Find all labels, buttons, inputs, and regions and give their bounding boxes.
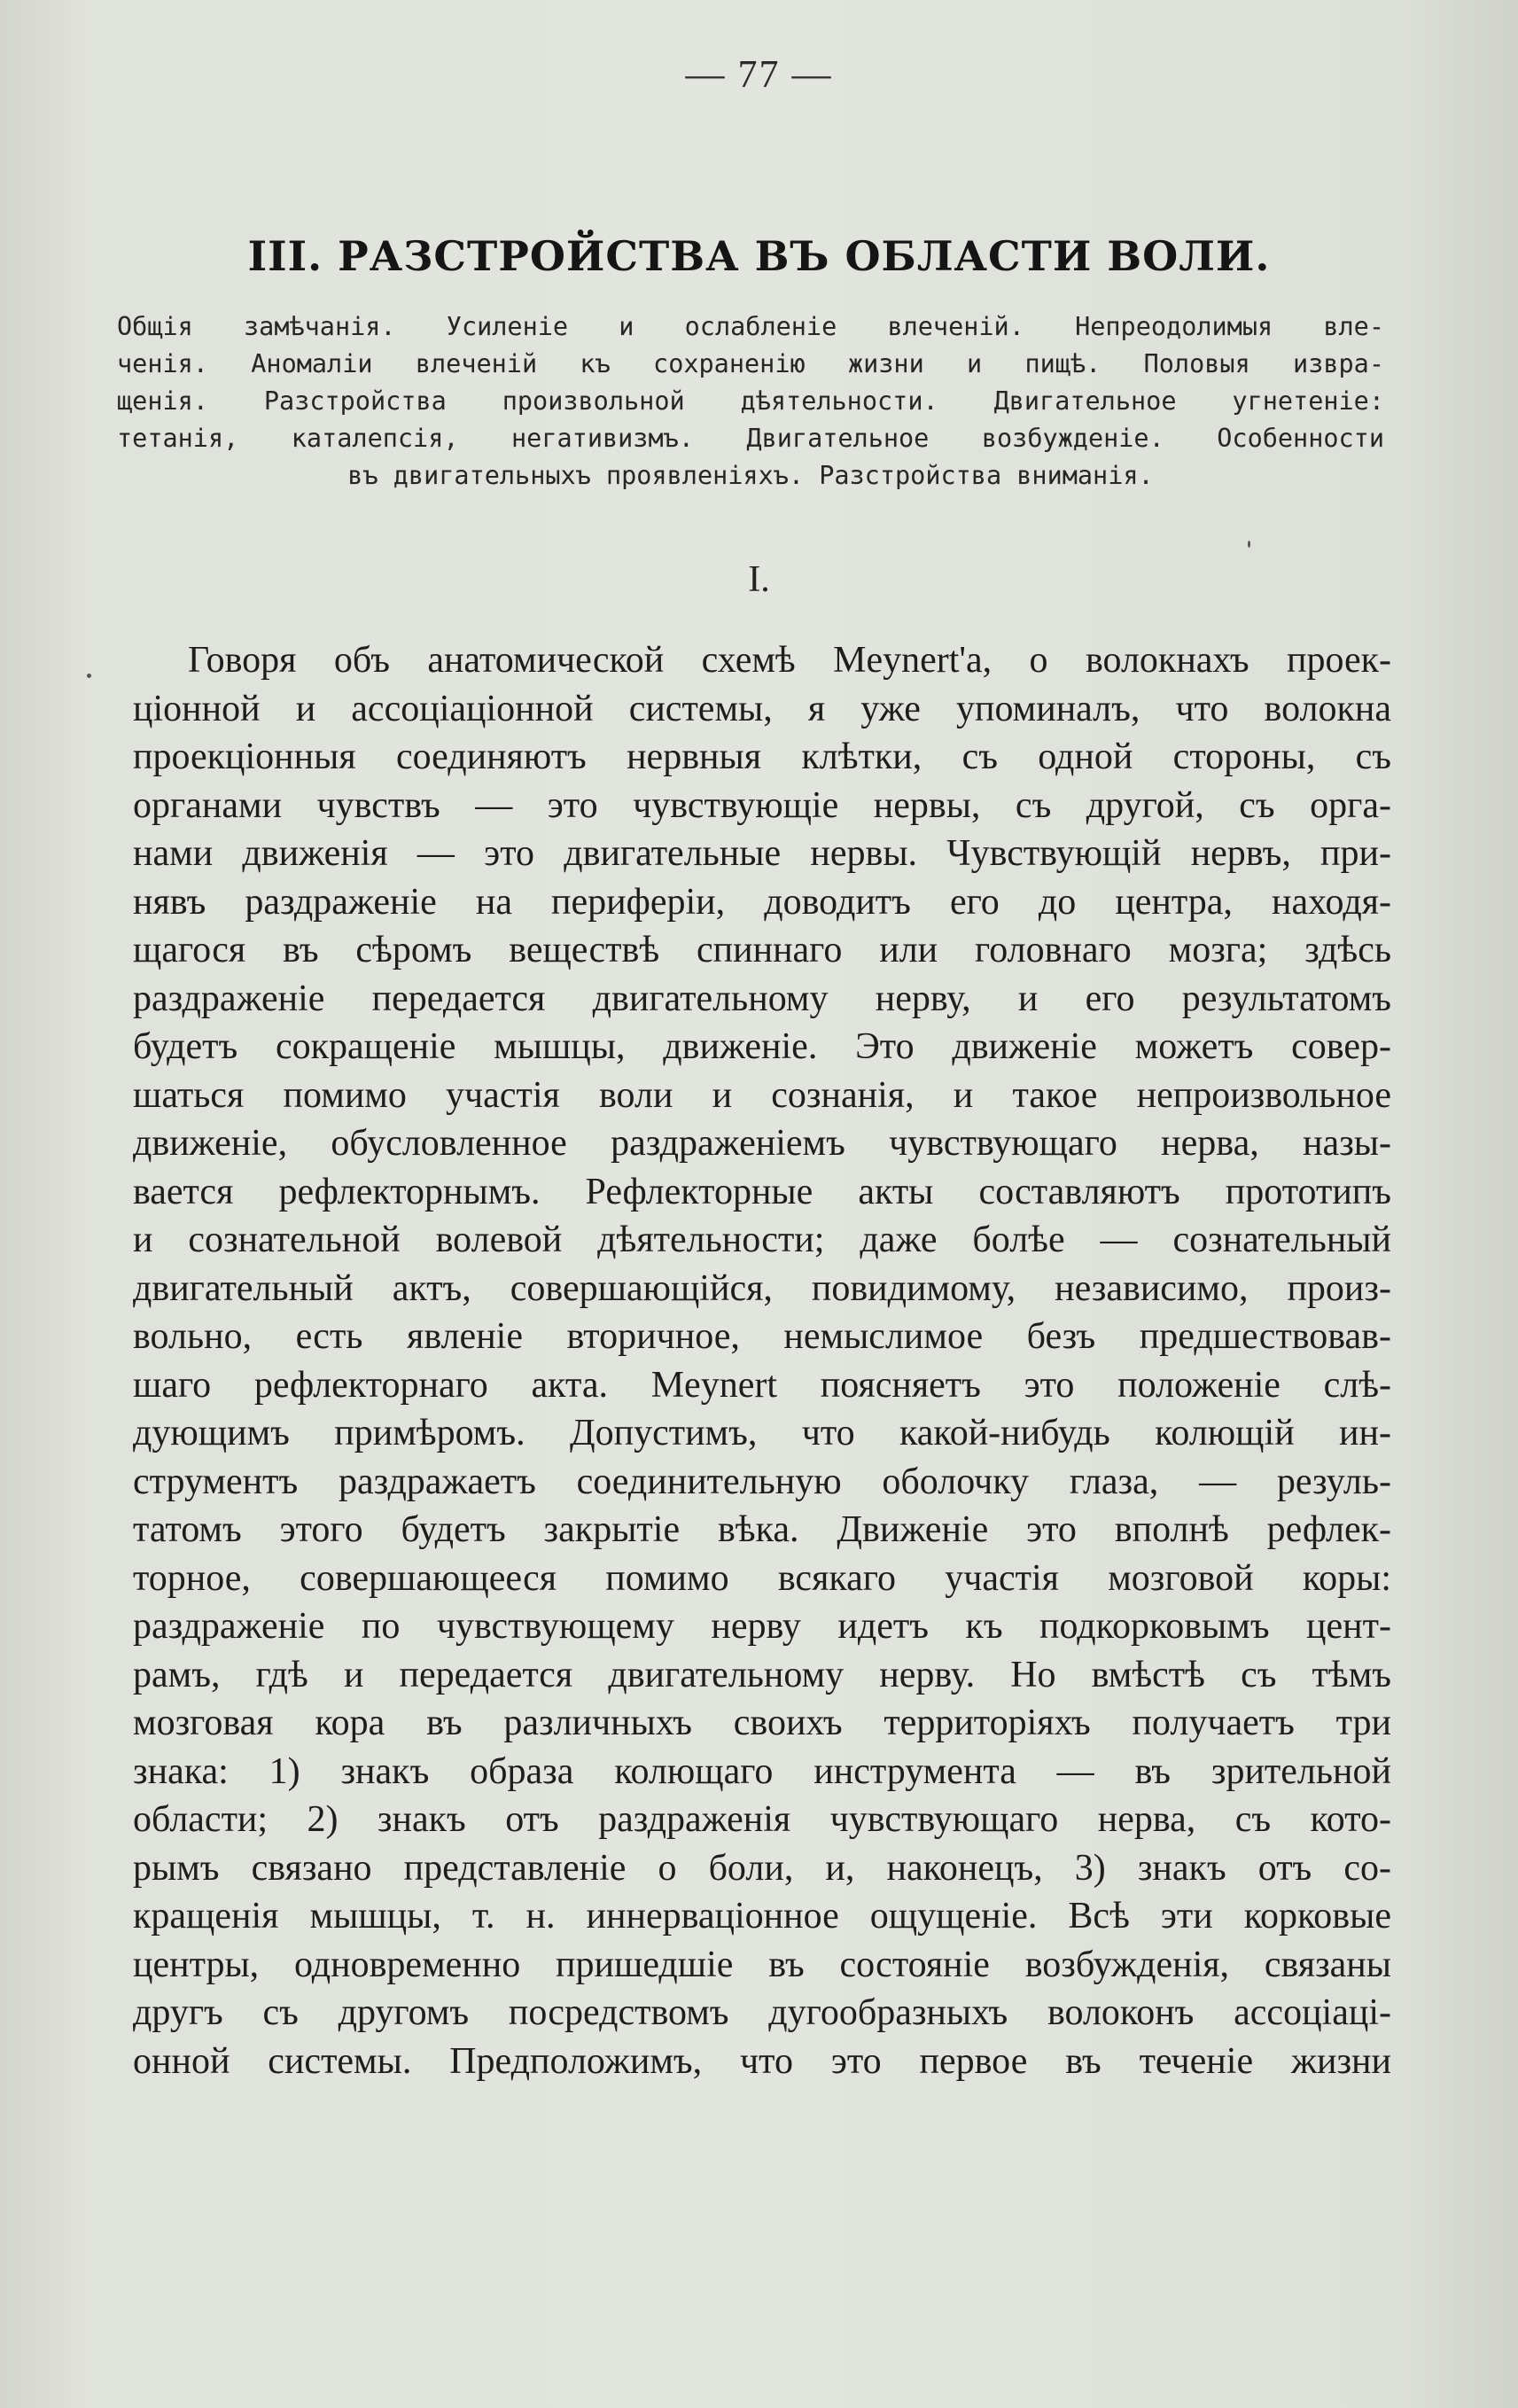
body-line: щагося въ сѣромъ веществѣ спиннаго или головнаго мозга; здѣсь — [133, 930, 1391, 970]
body-line: проекціонныя соединяютъ нервныя клѣтки, съ одной стороны, съ — [133, 736, 1391, 777]
section-number: I. — [748, 559, 770, 600]
body-line: движеніе, обусловленное раздраженіемъ чувствующаго нерва, назы- — [133, 1123, 1391, 1164]
body-line: торное, совершающееся помимо всякаго участія мозговой коры: — [133, 1557, 1391, 1599]
body-line: шаго рефлекторнаго акта. Meynert поясняетъ это положеніе слѣ- — [133, 1364, 1391, 1406]
summary-line: тетанія, каталепсія, негативизмъ. Двигательное возбужденіе. Особенности — [117, 424, 1384, 453]
body-line: другъ съ другомъ посредствомъ дугообразныхъ волоконъ ассоціаці- — [133, 1992, 1391, 2033]
body-line: рамъ, гдѣ и передается двигательному нерву. Но вмѣстѣ съ тѣмъ — [133, 1654, 1391, 1695]
chapter-summary — [117, 308, 1384, 495]
body-paragraph — [133, 636, 1391, 2085]
body-line: знака: 1) знакъ образа колющаго инструмента — въ зрительной — [133, 1750, 1391, 1792]
body-line: двигательный актъ, совершающійся, повидимому, независимо, произ- — [133, 1267, 1391, 1309]
summary-line: ченія. Аномаліи влеченій къ сохраненію жизни и пищѣ. Половыя извра- — [117, 349, 1384, 378]
summary-line: въ двигательныхъ проявленіяхъ. Разстройства вниманія. — [347, 461, 1154, 490]
body-line: будетъ сокращеніе мышцы, движеніе. Это движеніе можетъ совер- — [133, 1026, 1391, 1067]
body-line: раздраженіе передается двигательному нерву, и его результатомъ — [133, 978, 1391, 1019]
body-line: нявъ раздраженіе на периферіи, доводитъ его до центра, находя- — [133, 881, 1391, 923]
body-line: центры, одновременно пришедшіе въ состояніе возбужденія, связаны — [133, 1944, 1391, 1985]
body-line: рымъ связано представленіе о боли, и, наконецъ, 3) знакъ отъ со- — [133, 1847, 1391, 1889]
paper-speck — [87, 674, 91, 678]
body-line: раздраженіе по чувствующему нерву идетъ къ подкорковымъ цент- — [133, 1606, 1391, 1647]
body-line: вается рефлекторнымъ. Рефлекторные акты составляютъ прототипъ — [133, 1171, 1391, 1212]
body-line: Говоря объ анатомической схемѣ Meynert'а, о волокнахъ проек- — [188, 640, 1391, 681]
body-line: органами чувствъ — это чувствующіе нервы, съ другой, съ орга- — [133, 784, 1391, 826]
body-line: татомъ этого будетъ закрытіе вѣка. Движеніе это вполнѣ рефлек- — [133, 1509, 1391, 1550]
chapter-title: III. РАЗСТРОЙСТВА ВЪ ОБЛАСТИ ВОЛИ. — [247, 232, 1271, 280]
body-line: мозговая кора въ различныхъ своихъ территоріяхъ получаетъ три — [133, 1703, 1391, 1743]
body-line: шаться помимо участія воли и сознанія, и такое непроизвольное — [133, 1074, 1391, 1116]
summary-line: щенія. Разстройства произвольной дѣятельности. Двигательное угнетеніе: — [117, 386, 1384, 416]
body-line: нами движенія — это двигательные нервы. Чувствующій нервъ, при- — [133, 833, 1391, 874]
body-line: дующимъ примѣромъ. Допустимъ, что какой-нибудь колющій ин- — [133, 1413, 1391, 1453]
paper-speck — [1248, 541, 1250, 548]
body-line: струментъ раздражаетъ соединительную оболочку глаза, — резуль- — [133, 1461, 1391, 1502]
body-line: кращенія мышцы, т. н. иннерваціонное ощущеніе. Всѣ эти корковые — [133, 1896, 1391, 1937]
body-line: вольно, есть явленіе вторичное, немыслимое безъ предшествовав- — [133, 1316, 1391, 1357]
page-number: — 77 — — [685, 52, 833, 96]
body-line: онной системы. Предположимъ, что это первое въ теченіе жизни — [133, 2040, 1391, 2082]
body-line: и сознательной волевой дѣятельности; даже болѣе — сознательный — [133, 1220, 1391, 1260]
body-line: ціонной и ассоціаціонной системы, я уже упоминалъ, что волокна — [133, 688, 1391, 729]
summary-line: Общія замѣчанія. Усиленіе и ослабленіе влеченій. Непреодолимыя вле- — [117, 312, 1384, 341]
body-line: области; 2) знакъ отъ раздраженія чувствующаго нерва, съ кото- — [133, 1799, 1391, 1840]
